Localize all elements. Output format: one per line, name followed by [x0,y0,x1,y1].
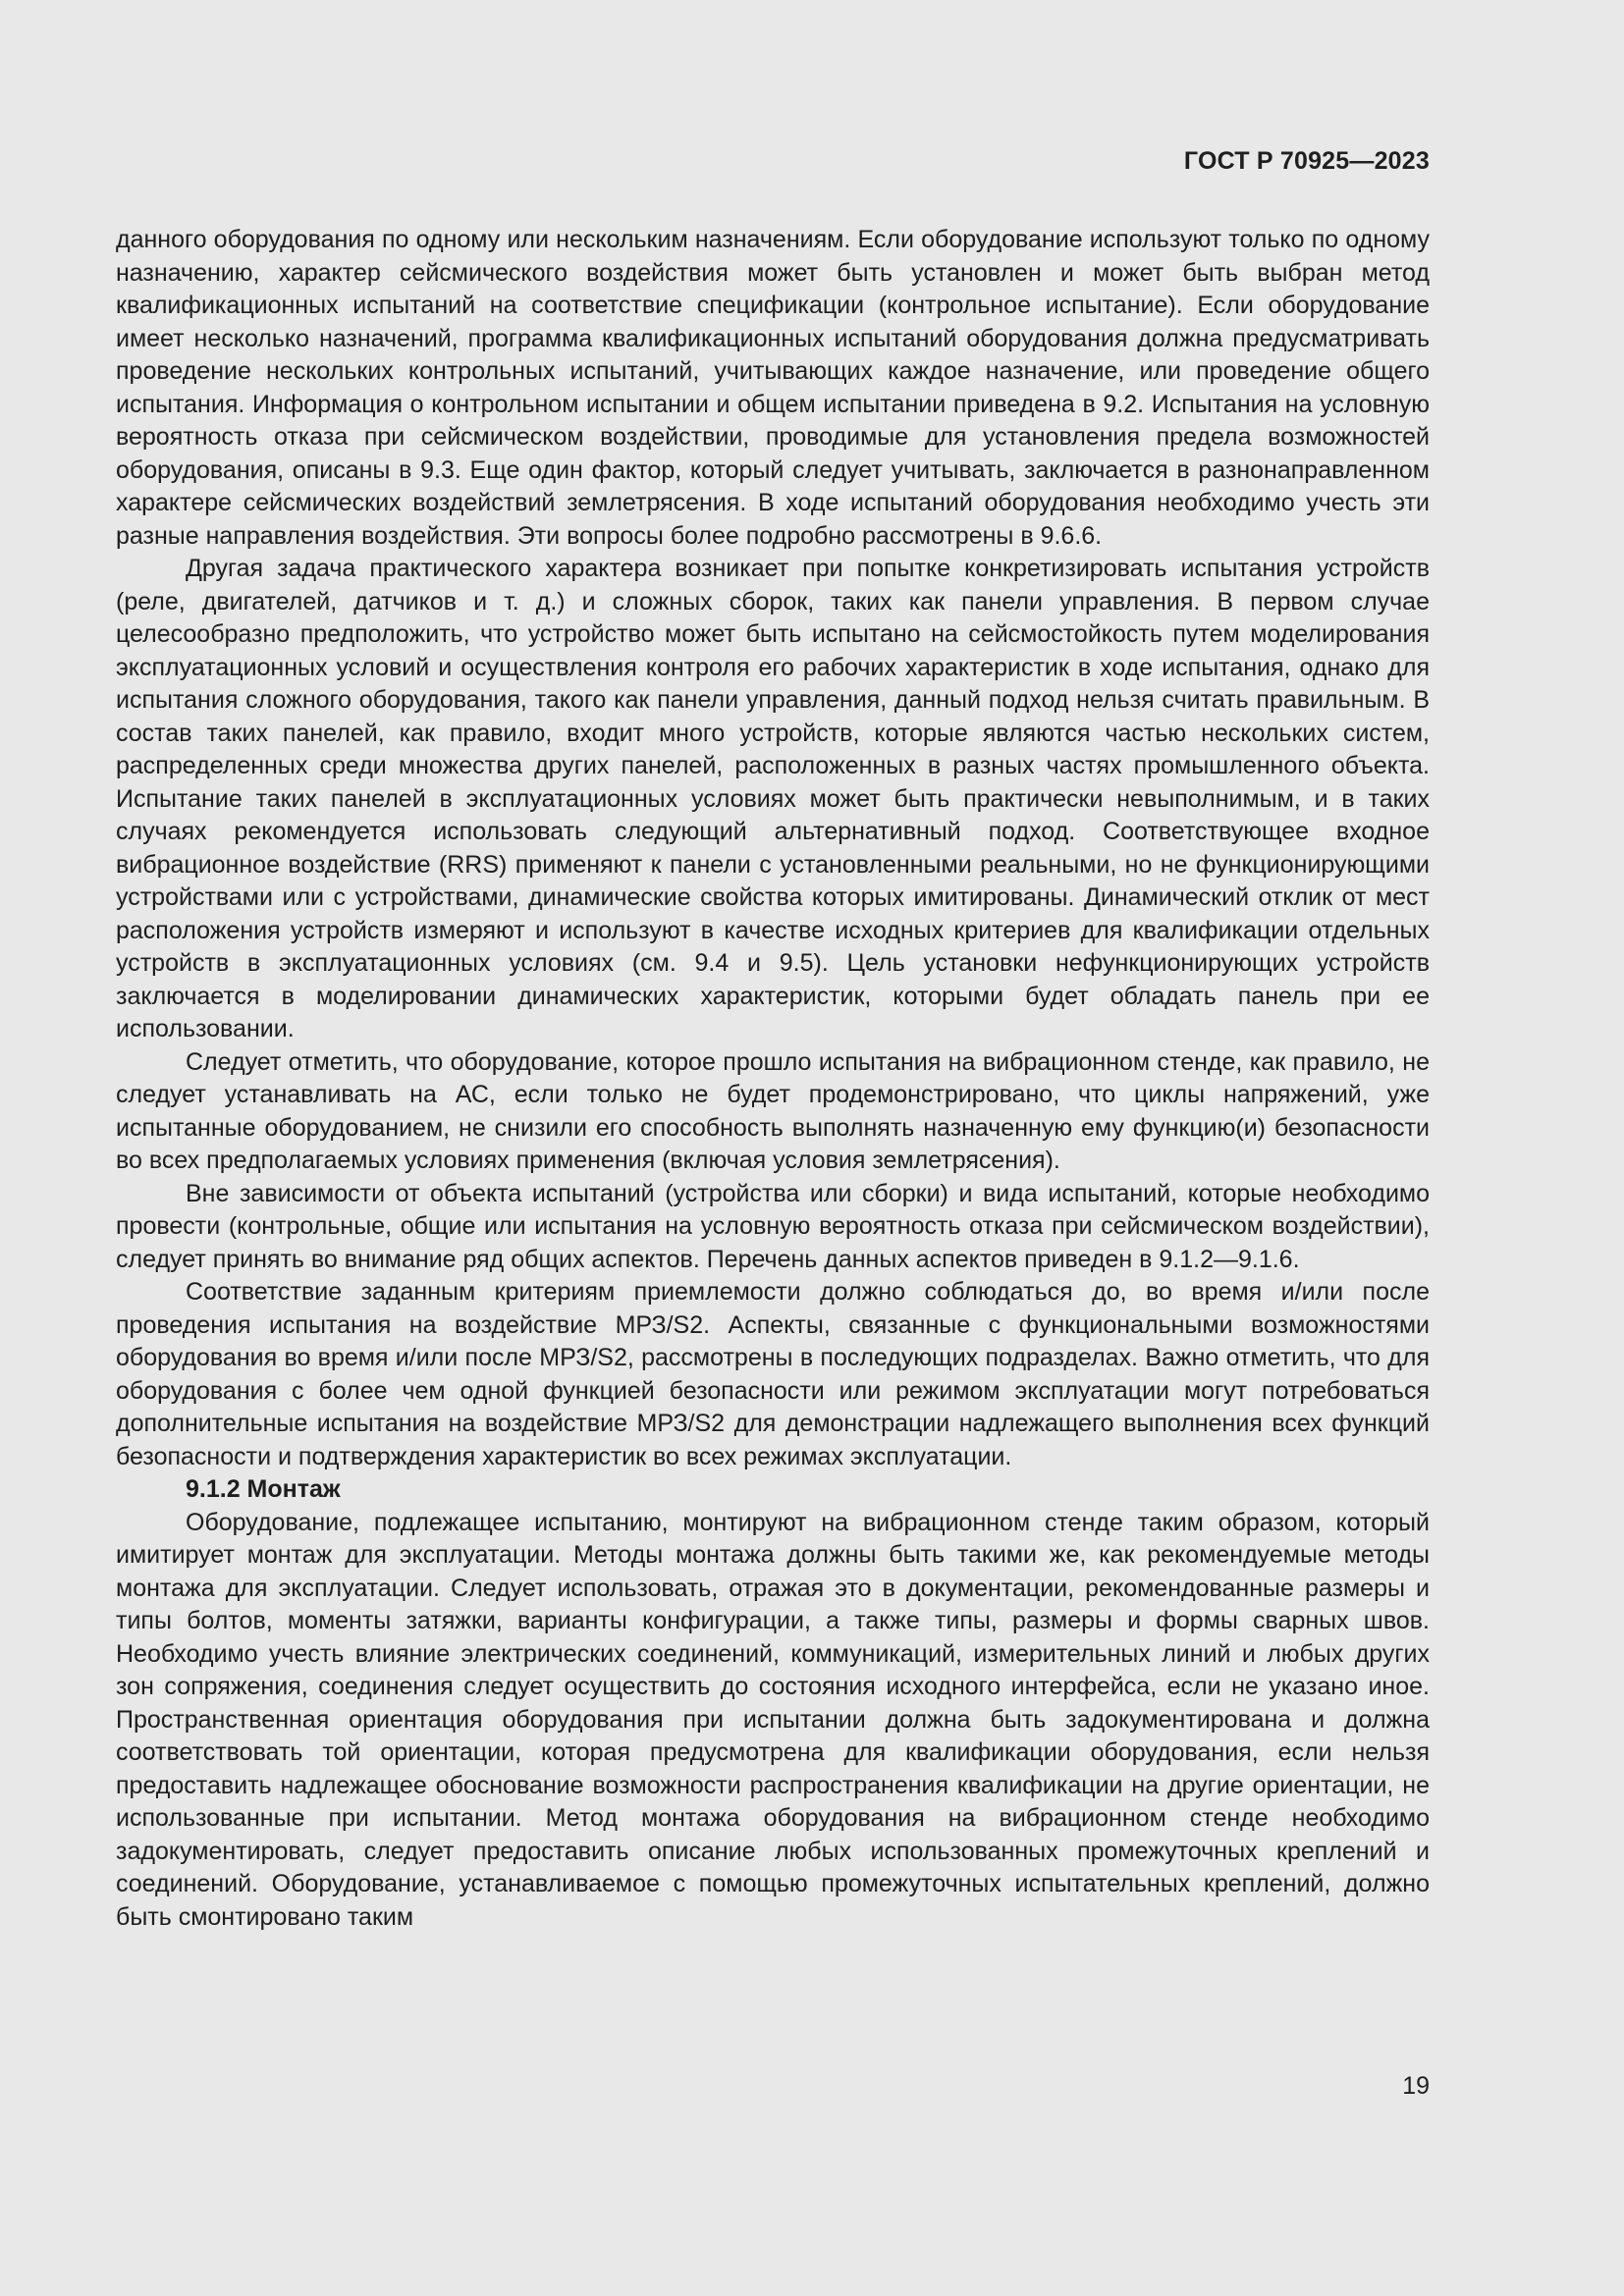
document-body [116,224,1430,1934]
page-number: 19 [1402,2072,1430,2100]
document-header: ГОСТ Р 70925—2023 [1183,147,1430,175]
paragraph-general-aspects: Вне зависимости от объекта испытаний (устройства или сборки) и вида испытаний, которые необходимо провести (контрольные, общие или испытания на условную вероятность отказа при сейсмическом воздействии), следует принять во внимание ряд общих аспектов. Перечень данных аспектов приведен в 9.1.2—9.1.6. [116,1179,1430,1273]
paragraph-installation-note: Следует отметить, что оборудование, которое прошло испытания на вибрационном стенде, как правило, не следует устанавливать на АС, если только не будет продемонстрировано, что циклы напряжений, уже испытанные оборудованием, не снизили его способность выполнять назначенную ему функцию(и) безопасности во всех предполагаемых условиях применения (включая условия землетрясения). [116,1047,1430,1174]
paragraph-continuation: данного оборудования по одному или нескольким назначениям. Если оборудование используют только по одному назначению, характер сейсмического воздействия может быть установлен и может быть выбран метод квалификационных испытаний на соответствие спецификации (контрольное испытание). Если оборудование имеет несколько назначений, программа квалификационных испытаний оборудования должна предусматривать проведение нескольких контрольных испытаний, учитывающих каждое назначение, или проведение общего испытания. Информация о контрольном испытании и общем испытании приведена в 9.2. Испытания на условную вероятность отказа при сейсмическом воздействии, проводимые для установления предела возможностей оборудования, описаны в 9.3. Еще один фактор, который следует учитывать, заключается в разнонаправленном характере сейсмических воздействий землетрясения. В ходе испытаний оборудования необходимо учесть эти разные направления воздействия. Эти вопросы более подробно рассмотрены в 9.6.6. [116,226,1430,550]
paragraph-mounting: Оборудование, подлежащее испытанию, монтируют на вибрационном стенде таким образом, который имитирует монтаж для эксплуатации. Методы монтажа должны быть такими же, как рекомендуемые методы монтажа для эксплуатации. Следует использовать, отражая это в документации, рекомендованные размеры и типы болтов, моменты затяжки, варианты конфигурации, а также типы, размеры и формы сварных швов. Необходимо учесть влияние электрических соединений, коммуникаций, измерительных линий и любых других зон сопряжения, соединения следует осуществить до состояния исходного интерфейса, если не указано иное. Пространственная ориентация оборудования при испытании должна быть задокументирована и должна соответствовать той ориентации, которая предусмотрена для квалификации оборудования, если нельзя предоставить надлежащее обоснование возможности распространения квалификации на другие ориентации, не использованные при испытании. Метод монтажа оборудования на вибрационном стенде необходимо задокументировать, следует предоставить описание любых использованных промежуточных креплений и соединений. Оборудование, устанавливаемое с помощью промежуточных испытательных креплений, должно быть смонтировано таким [116,1508,1430,1931]
subsection-heading-mounting: 9.1.2 Монтаж [186,1475,341,1503]
paragraph-practical-task: Другая задача практического характера возникает при попытке конкретизировать испытания устройств (реле, двигателей, датчиков и т. д.) и сложных сборок, таких как панели управления. В первом случае целесообразно предположить, что устройство может быть испытано на сейсмостойкость путем моделирования эксплуатационных условий и осуществления контроля его рабочих характеристик в ходе испытания, однако для испытания сложного оборудования, такого как панели управления, данный подход нельзя считать правильным. В состав таких панелей, как правило, входит много устройств, которые являются частью нескольких систем, распределенных среди множества других панелей, расположенных в разных частях промышленного объекта. Испытание таких панелей в эксплуатационных условиях может быть практически невыполнимым, и в таких случаях рекомендуется использовать следующий альтернативный подход. Соответствующее входное вибрационное воздействие (RRS) применяют к панели с установленными реальными, но не функционирующими устройствами или с устройствами, динамические свойства которых имитированы. Динамический отклик от мест расположения устройств измеряют и используют в качестве исходных критериев для квалификации отдельных устройств в эксплуатационных условиях (см. 9.4 и 9.5). Цель установки нефункционирующих устройств заключается в моделировании динамических характеристик, которыми будет обладать панель при ее использовании. [116,555,1430,1042]
paragraph-acceptance-criteria: Соответствие заданным критериям приемлемости должно соблюдаться до, во время и/или после проведения испытания на воздействие МРЗ/S2. Аспекты, связанные с функциональными возможностями оборудования во время и/или после МРЗ/S2, рассмотрены в последующих подразделах. Важно отметить, что для оборудования с более чем одной функцией безопасности или режимом эксплуатации могут потребоваться дополнительные испытания на воздействие МРЗ/S2 для демонстрации надлежащего выполнения всех функций безопасности и подтверждения характеристик во всех режимах эксплуатации. [116,1278,1430,1470]
